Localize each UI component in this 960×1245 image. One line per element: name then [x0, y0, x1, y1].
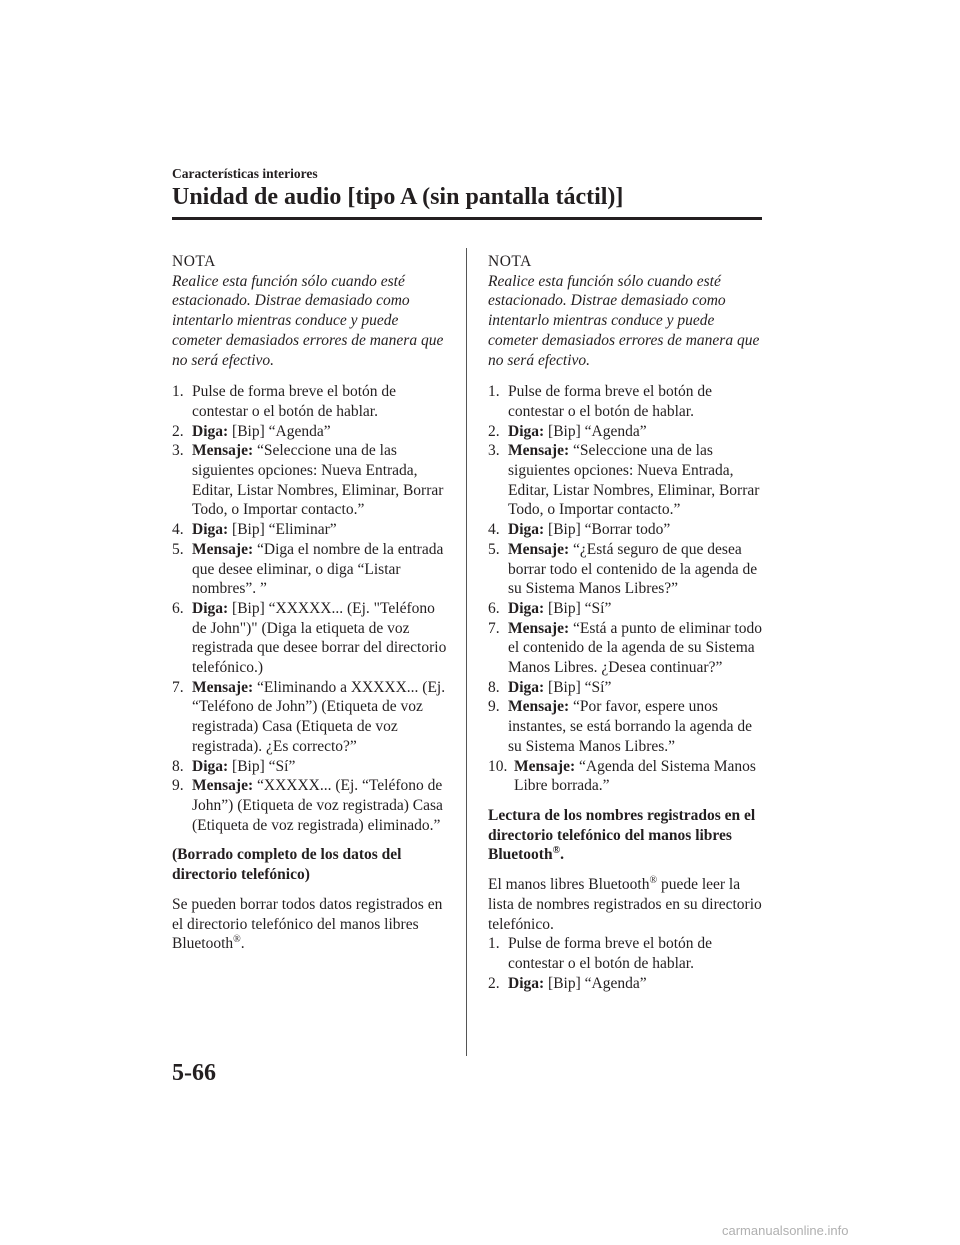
step-item	[172, 520, 450, 540]
step-keyword: Diga:	[192, 757, 229, 775]
step-item	[172, 540, 450, 599]
step-number: 8.	[172, 757, 184, 775]
step-text: Pulse de forma breve el botón de contestar o el botón de hablar.	[508, 935, 713, 972]
note-heading: NOTA	[172, 253, 216, 270]
paragraph-text: El manos libres Bluetooth	[488, 876, 650, 894]
column-divider	[466, 248, 467, 1056]
step-item	[488, 697, 768, 756]
step-item	[172, 757, 450, 777]
paragraph	[488, 875, 768, 934]
step-item	[172, 776, 450, 835]
step-keyword: Diga:	[508, 521, 545, 539]
step-number: 8.	[488, 678, 500, 696]
note-body: Realice esta función sólo cuando esté estacionado. Distrae demasiado como intentarlo mientras conduce y puede cometer demasiados errores de manera que no será efectivo.	[172, 272, 444, 369]
step-keyword: Mensaje:	[508, 540, 570, 558]
subsection-heading	[488, 806, 768, 865]
page-title: Unidad de audio [tipo A (sin pantalla táctil)]	[172, 184, 624, 210]
paragraph-text-cont: puede leer la lista de nombres registrados en su directorio telefónico.	[488, 876, 762, 933]
subsection-heading-end: .	[560, 846, 564, 864]
step-item	[488, 540, 768, 599]
step-text: [Bip] “Borrar todo”	[544, 521, 671, 539]
right-column	[488, 252, 768, 993]
step-keyword: Mensaje:	[192, 442, 254, 460]
step-number: 5.	[172, 540, 184, 558]
note-body: Realice esta función sólo cuando esté estacionado. Distrae demasiado como intentarlo mientras conduce y puede cometer demasiados errores de manera que no será efectivo.	[488, 272, 760, 369]
step-item	[488, 619, 768, 678]
step-keyword: Diga:	[192, 422, 229, 440]
step-item	[172, 422, 450, 442]
step-keyword: Mensaje:	[508, 442, 570, 460]
step-text: [Bip] “Agenda”	[544, 422, 647, 440]
step-number: 1.	[172, 383, 184, 401]
step-number: 1.	[488, 935, 500, 953]
registered-mark: ®	[649, 874, 658, 886]
step-item	[488, 757, 768, 796]
step-text: “Seleccione una de las siguientes opciones: Nueva Entrada, Editar, Listar Nombres, Eliminar, Borrar Todo, o Importar contacto.”	[508, 442, 760, 519]
step-text: “Está a punto de eliminar todo el contenido de la agenda de su Sistema Manos Libres. ¿Desea continuar?”	[508, 619, 762, 677]
step-number: 10.	[488, 757, 508, 775]
registered-mark: ®	[233, 934, 241, 946]
step-text: “Seleccione una de las siguientes opciones: Nueva Entrada, Editar, Listar Nombres, Eliminar, Borrar Todo, o Importar contacto.”	[192, 442, 444, 519]
paragraph-text: Se pueden borrar todos datos registrados en el directorio telefónico del manos libres Bluetooth	[172, 895, 443, 953]
step-list	[172, 382, 450, 835]
step-item	[488, 934, 768, 973]
step-keyword: Diga:	[508, 974, 545, 992]
section-label: Características interiores	[172, 166, 318, 181]
step-keyword: Mensaje:	[508, 619, 570, 637]
step-number: 7.	[172, 678, 184, 696]
paragraph	[172, 895, 450, 954]
step-text: [Bip] “Agenda”	[544, 974, 647, 992]
step-text: “Diga el nombre de la entrada que desee eliminar, o diga “Listar nombres”. ”	[192, 540, 444, 598]
step-text: [Bip] “Eliminar”	[228, 521, 337, 539]
subsection-heading-text: Lectura de los nombres registrados en el directorio telefónico del manos libres Bluetooth	[488, 806, 756, 864]
step-text: [Bip] “Agenda”	[228, 422, 331, 440]
step-text: “XXXXX... (Ej. “Teléfono de John”) (Etiqueta de voz registrada) Casa (Etiqueta de voz registrada) eliminado.”	[192, 777, 443, 834]
step-item	[172, 678, 450, 757]
step-text: [Bip] “Sí”	[228, 757, 296, 775]
step-item	[488, 422, 768, 442]
step-item	[488, 382, 768, 421]
watermark: carmanualsonline.info	[722, 1223, 849, 1238]
step-item	[172, 441, 450, 520]
step-number: 2.	[172, 422, 184, 440]
step-list-reading	[488, 934, 768, 993]
title-rule	[172, 217, 762, 220]
step-number: 1.	[488, 383, 500, 401]
step-number: 9.	[172, 777, 184, 795]
step-keyword: Diga:	[508, 599, 545, 617]
step-text: “Agenda del Sistema Manos Libre borrada.”	[514, 757, 756, 795]
step-item	[488, 678, 768, 698]
step-text: “Por favor, espere unos instantes, se está borrando la agenda de su Sistema Manos Libres.”	[508, 698, 753, 755]
step-keyword: Mensaje:	[514, 757, 576, 775]
step-item	[172, 382, 450, 421]
step-number: 9.	[488, 698, 500, 716]
step-text: “Eliminando a XXXXX... (Ej. “Teléfono de John”) (Etiqueta de voz registrada) Casa (Etiqueta de voz registrada). ¿Es correcto?”	[192, 678, 446, 755]
step-keyword: Diga:	[192, 521, 229, 539]
step-text: “¿Está seguro de que desea borrar todo el contenido de la agenda de su Sistema Manos Libres?”	[508, 540, 758, 598]
step-list	[488, 382, 768, 796]
step-keyword: Diga:	[192, 599, 229, 617]
registered-mark: ®	[552, 845, 561, 857]
step-text: [Bip] “Sí”	[544, 678, 612, 696]
step-keyword: Mensaje:	[192, 540, 254, 558]
left-column	[172, 252, 450, 954]
step-number: 7.	[488, 619, 500, 637]
step-number: 6.	[172, 599, 184, 617]
subsection-heading: (Borrado completo de los datos del directorio telefónico)	[172, 846, 402, 884]
step-keyword: Diga:	[508, 678, 545, 696]
step-number: 3.	[488, 442, 500, 460]
step-keyword: Mensaje:	[192, 777, 254, 795]
step-item	[488, 974, 768, 994]
step-item	[488, 441, 768, 520]
step-number: 5.	[488, 540, 500, 558]
step-number: 2.	[488, 974, 500, 992]
step-number: 3.	[172, 442, 184, 460]
page-number: 5-66	[172, 1060, 216, 1086]
step-number: 2.	[488, 422, 500, 440]
step-text: Pulse de forma breve el botón de contestar o el botón de hablar.	[508, 383, 713, 420]
step-text: [Bip] “XXXXX... (Ej. "Teléfono de John")" (Diga la etiqueta de voz registrada que desee borrar del directorio telefónico.)	[192, 599, 447, 677]
step-item	[488, 599, 768, 619]
step-text: [Bip] “Sí”	[544, 599, 612, 617]
step-number: 4.	[488, 521, 500, 539]
step-item	[488, 520, 768, 540]
step-item	[172, 599, 450, 678]
paragraph-end: .	[240, 935, 245, 953]
step-number: 4.	[172, 521, 184, 539]
step-keyword: Mensaje:	[508, 698, 570, 716]
note-heading: NOTA	[488, 253, 532, 270]
step-number: 6.	[488, 599, 500, 617]
step-keyword: Diga:	[508, 422, 545, 440]
step-keyword: Mensaje:	[192, 678, 254, 696]
step-text: Pulse de forma breve el botón de contestar o el botón de hablar.	[192, 383, 397, 420]
